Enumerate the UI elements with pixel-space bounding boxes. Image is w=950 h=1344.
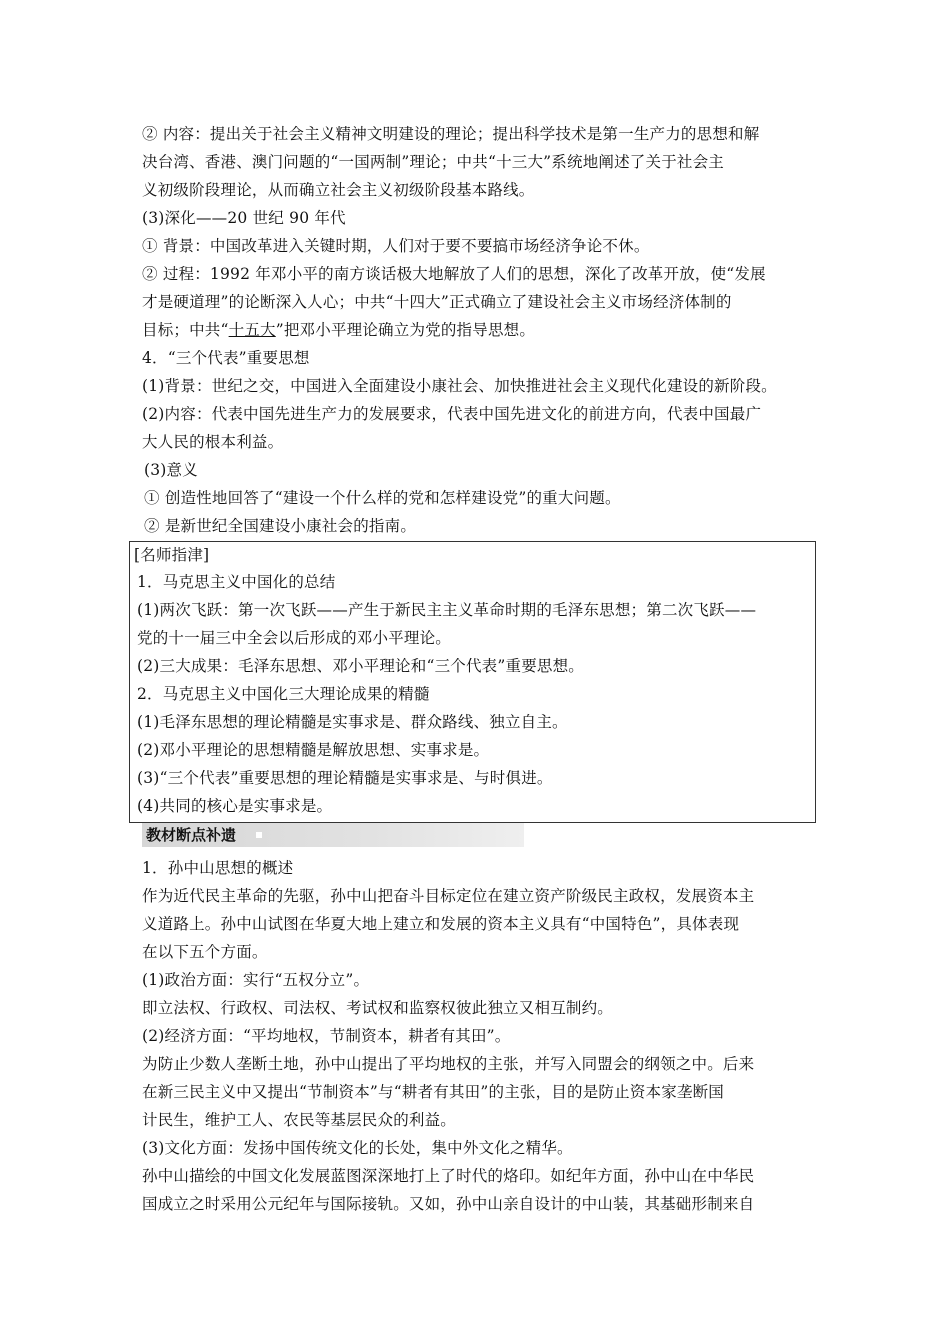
banner-title: 教材断点补遗 [146,826,237,844]
content-line: (1)政治方面：实行“五权分立”。 [142,971,370,989]
section-heading: 1．孙中山思想的概述 [142,859,294,877]
content-line: 决台湾、香港、澳门问题的“一国两制”理论；中共“十三大”系统地阐述了关于社会主 [142,153,724,171]
content-line: 作为近代民主革命的先驱，孙中山把奋斗目标定位在建立资产阶级民主政权，发展资本主 [142,887,755,905]
content-line: (1)背景：世纪之交，中国进入全面建设小康社会、加快推进社会主义现代化建设的新阶段。 [142,377,777,395]
content-line: ② 过程：1992 年邓小平的南方谈话极大地解放了人们的思想，深化了改革开放，使“发展 [142,265,766,283]
box-line: (4)共同的核心是实事求是。 [137,797,333,815]
box-line: 党的十一届三中全会以后形成的邓小平理论。 [137,629,452,647]
content-line: 计民生，维护工人、农民等基层民众的利益。 [142,1111,457,1129]
text-fragment: ”把邓小平理论确立为党的指导思想。 [275,321,536,339]
content-line: (2)经济方面：“平均地权，节制资本，耕者有其田”。 [142,1027,511,1045]
box-line: (3)“三个代表”重要思想的理论精髓是实事求是、与时俱进。 [137,769,553,787]
box-line: (1)两次飞跃：第一次飞跃——产生于新民主主义革命时期的毛泽东思想；第二次飞跃—— [137,601,757,619]
section-heading: (3)意义 [144,461,198,479]
content-line: ② 内容：提出关于社会主义精神文明建设的理论；提出科学技术是第一生产力的思想和解 [142,125,760,143]
list-item: ① 创造性地回答了“建设一个什么样的党和怎样建设党”的重大问题。 [144,489,621,507]
content-line: 为防止少数人垄断土地，孙中山提出了平均地权的主张，并写入同盟会的纲领之中。后来 [142,1055,755,1073]
section-heading: (3)深化——20 世纪 90 年代 [142,209,346,227]
box-line: (2)三大成果：毛泽东思想、邓小平理论和“三个代表”重要思想。 [137,657,585,675]
content-line: 即立法权、行政权、司法权、考试权和监察权彼此独立又相互制约。 [142,999,614,1017]
content-line: 在以下五个方面。 [142,943,268,961]
box-line: (2)邓小平理论的思想精髓是解放思想、实事求是。 [137,741,490,759]
box-line: 1．马克思主义中国化的总结 [137,573,336,591]
content-line: 才是硬道理”的论断深入人心；中共“十四大”正式确立了建设社会主义市场经济体制的 [142,293,732,311]
content-line: 大人民的根本利益。 [142,433,284,451]
box-tag: [名师指津] [134,546,210,564]
content-line: (3)文化方面：发扬中国传统文化的长处，集中外文化之精华。 [142,1139,573,1157]
content-line: (2)内容：代表中国先进生产力的发展要求，代表中国先进文化的前进方向，代表中国最广 [142,405,762,423]
content-line: 国成立之时采用公元纪年与国际接轨。又如，孙中山亲自设计的中山装，其基础形制来自 [142,1195,755,1213]
box-line: 2．马克思主义中国化三大理论成果的精髓 [137,685,430,703]
square-mark-icon [256,832,262,838]
content-line [142,320,535,340]
content-line: ① 背景：中国改革进入关键时期，人们对于要不要搞市场经济争论不休。 [142,237,650,255]
box-line: (1)毛泽东思想的理论精髓是实事求是、群众路线、独立自主。 [137,713,568,731]
list-item: ② 是新世纪全国建设小康社会的指南。 [144,517,417,535]
section-banner [142,823,524,847]
content-line: 义初级阶段理论，从而确立社会主义初级阶段基本路线。 [142,181,535,199]
underlined-term: 十五大 [228,321,276,339]
content-line: 义道路上。孙中山试图在华夏大地上建立和发展的资本主义具有“中国特色”，具体表现 [142,915,740,933]
content-line: 孙中山描绘的中国文化发展蓝图深深地打上了时代的烙印。如纪年方面，孙中山在中华民 [142,1167,755,1185]
section-heading: 4．“三个代表”重要思想 [142,349,310,367]
content-line: 在新三民主义中又提出“节制资本”与“耕者有其田”的主张，目的是防止资本家垄断国 [142,1083,724,1101]
text-fragment: 目标；中共“ [142,321,229,339]
